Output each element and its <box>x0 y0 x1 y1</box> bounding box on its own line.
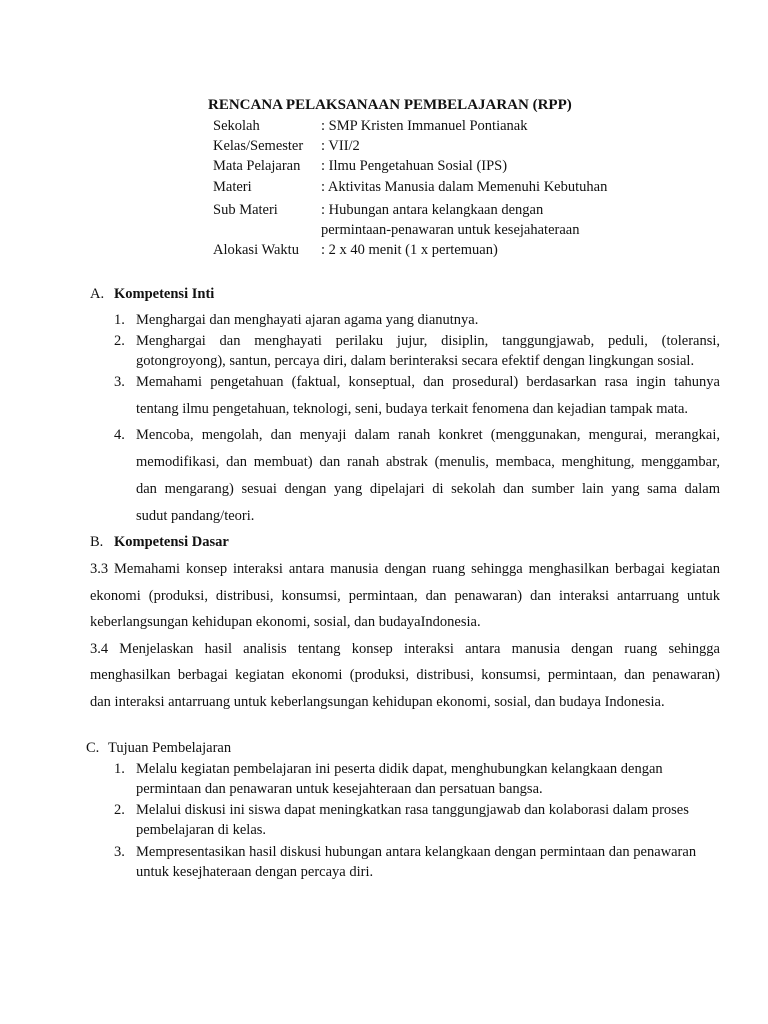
list-item-line: Mencoba, mengolah, dan menyaji dalam ranah konkret (menggunakan, mengurai, merangkai, <box>136 427 720 443</box>
list-number: 3. <box>114 374 125 390</box>
info-value-subject: : Ilmu Pengetahuan Sosial (IPS) <box>321 158 508 174</box>
list-item-line: untuk kesejhateraan dengan percaya diri. <box>136 864 374 880</box>
section-heading: Kompetensi Inti <box>114 286 215 302</box>
info-label-school: Sekolah <box>213 118 260 134</box>
section-heading: Tujuan Pembelajaran <box>108 740 232 756</box>
info-value-time: : 2 x 40 menit (1 x pertemuan) <box>321 242 498 258</box>
list-number: 2. <box>114 333 125 349</box>
paragraph-line: keberlangsungan kehidupan ekonomi, sosial, dan budayaIndonesia. <box>90 614 481 630</box>
list-item-line: Melalui diskusi ini siswa dapat meningkatkan rasa tanggungjawab dan kolaborasi dalam proses <box>136 802 689 818</box>
info-label-class: Kelas/Semester <box>213 138 304 154</box>
list-item-line: Melalu kegiatan pembelajaran ini peserta didik dapat, menghubungkan kelangkaan dengan <box>136 761 663 777</box>
paragraph-line: menghasilkan berbagai kegiatan ekonomi (produksi, distribusi, konsumsi, permintaan, dan penawaran) <box>90 667 720 683</box>
info-value-class: : VII/2 <box>321 138 360 154</box>
info-value-submaterial: : Hubungan antara kelangkaan dengan <box>321 202 544 218</box>
section-letter: A. <box>90 286 105 302</box>
section-letter: C. <box>86 740 100 756</box>
list-item-line: pembelajaran di kelas. <box>136 822 267 838</box>
info-value-submaterial-cont: permintaan-penawaran untuk kesejahateraan <box>321 222 580 238</box>
paragraph-line: ekonomi (produksi, distribusi, konsumsi, permintaan, dan penawaran) dan interaksi antarruang untuk <box>90 588 720 604</box>
info-label-time: Alokasi Waktu <box>213 242 299 258</box>
list-item-line: memodifikasi, dan membuat) dan ranah abstrak (menulis, membaca, menghitung, menggambar, <box>136 454 720 470</box>
list-item-line: gotongroyong), santun, percaya diri, dalam berinteraksi secara efektif dengan lingkungan sosial. <box>136 353 695 369</box>
info-value-material: : Aktivitas Manusia dalam Memenuhi Kebutuhan <box>321 179 608 195</box>
list-item-line: Menghargai dan menghayati ajaran agama yang dianutnya. <box>136 312 479 328</box>
document-title: RENCANA PELAKSANAAN PEMBELAJARAN (RPP) <box>208 97 572 113</box>
info-label-subject: Mata Pelajaran <box>213 158 301 174</box>
list-item-line: Memahami pengetahuan (faktual, konseptual, dan prosedural) berdasarkan rasa ingin tahunya <box>136 374 720 390</box>
list-item-line: tentang ilmu pengetahuan, teknologi, seni, budaya terkait fenomena dan kejadian tampak mata. <box>136 401 689 417</box>
list-number: 4. <box>114 427 125 443</box>
list-item-line: dan mengarang) sesuai dengan yang dipelajari di sekolah dan sumber lain yang sama dalam <box>136 481 720 497</box>
list-number: 3. <box>114 844 125 860</box>
list-item-line: sudut pandang/teori. <box>136 508 255 524</box>
list-item-line: Mempresentasikan hasil diskusi hubungan antara kelangkaan dengan permintaan dan penawaran <box>136 844 697 860</box>
info-label-material: Materi <box>213 179 252 195</box>
list-number: 1. <box>114 761 125 777</box>
info-label-submaterial: Sub Materi <box>213 202 278 218</box>
section-letter: B. <box>90 534 104 550</box>
list-number: 1. <box>114 312 125 328</box>
list-number: 2. <box>114 802 125 818</box>
list-item-line: permintaan dan penawaran untuk kesejahteraan dan persatuan bangsa. <box>136 781 543 797</box>
info-value-school: : SMP Kristen Immanuel Pontianak <box>321 118 528 134</box>
list-item-line: Menghargai dan menghayati perilaku jujur, disiplin, tanggungjawab, peduli, (toleransi, <box>136 333 720 349</box>
paragraph-line: dan interaksi antarruang untuk keberlangsungan kehidupan ekonomi, sosial, dan budaya Indonesia. <box>90 694 665 710</box>
paragraph-line: 3.4 Menjelaskan hasil analisis tentang konsep interaksi antara manusia dengan ruang sehingga <box>90 641 720 657</box>
paragraph-line: 3.3 Memahami konsep interaksi antara manusia dengan ruang sehingga menghasilkan berbagai kegiatan <box>90 561 720 577</box>
section-heading: Kompetensi Dasar <box>114 534 229 550</box>
